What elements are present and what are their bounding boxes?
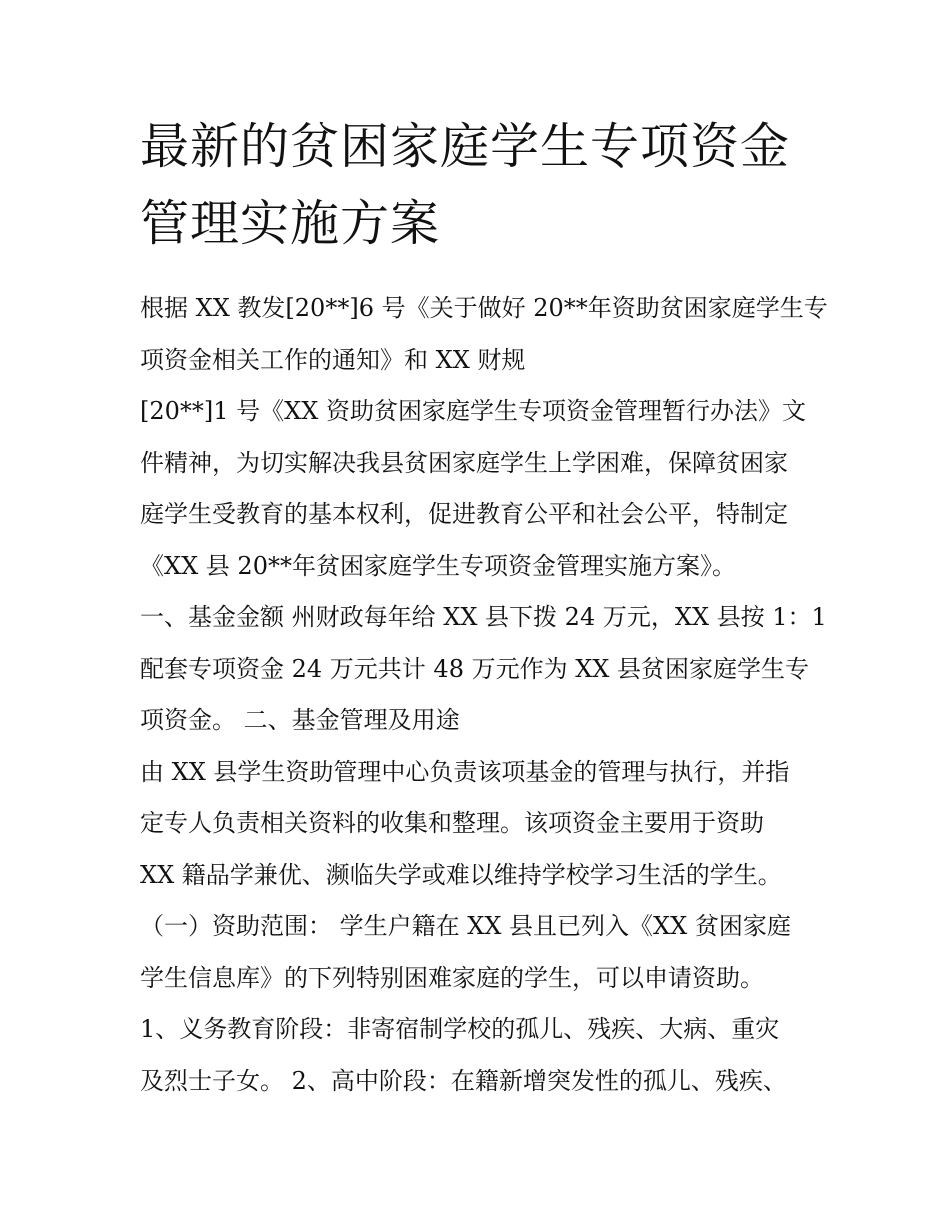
body-line: 庭学生受教育的基本权利，促进教育公平和社会公平，特制定 — [140, 500, 788, 528]
document-title — [140, 108, 820, 262]
body-line: 配套专项资金 24 万元共计 48 万元作为 XX 县贫困家庭学生专 — [140, 654, 810, 683]
body-line: 由 XX 县学生资助管理中心负责该项基金的管理与执行，并指 — [140, 757, 790, 786]
body-line: 项资金相关工作的通知》和 XX 财规 — [140, 345, 526, 374]
title-line: 管理实施方案 — [140, 195, 441, 252]
body-line: [20**]1 号《XX 资助贫困家庭学生专项资金管理暂行办法》文 — [140, 397, 806, 425]
body-line: 件精神，为切实解决我县贫困家庭学生上学困难，保障贫困家 — [140, 448, 788, 477]
document-page — [140, 108, 828, 1107]
body-line: 1、义务教育阶段：非寄宿制学校的孤儿、残疾、大病、重灾 — [140, 1015, 780, 1043]
body-line: XX 籍品学兼优、濒临失学或难以维持学校学习生活的学生。 — [140, 860, 782, 889]
body-line: 学生信息库》的下列特别困难家庭的学生，可以申请资助。 — [140, 963, 764, 992]
body-line: 及烈士子女。 2、高中阶段：在籍新增突发性的孤儿、残疾、 — [140, 1066, 787, 1095]
title-line: 最新的贫困家庭学生专项资金 — [140, 118, 791, 175]
body-line: 项资金。 二、基金管理及用途 — [140, 706, 460, 734]
body-line: 定专人负责相关资料的收集和整理。该项资金主要用于资助 — [140, 809, 764, 837]
document-body — [140, 283, 828, 1107]
body-line: 一、基金金额 州财政每年给 XX 县下拨 24 万元，XX 县按 1：1 — [140, 603, 827, 631]
body-line: 《XX 县 20**年贫困家庭学生专项资金管理实施方案》。 — [140, 551, 736, 580]
body-line: （一）资助范围： 学生户籍在 XX 县且已列入《XX 贫困家庭 — [140, 912, 791, 940]
body-line: 根据 XX 教发[20**]6 号《关于做好 20**年资助贫困家庭学生专 — [140, 294, 828, 322]
